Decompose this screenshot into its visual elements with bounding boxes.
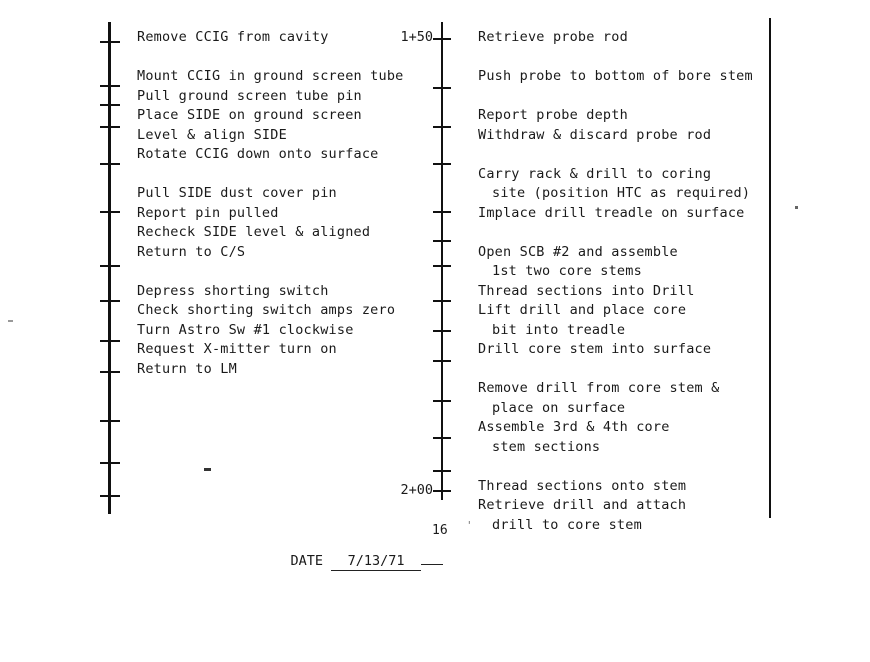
timeline-tick bbox=[433, 470, 451, 472]
right-task-spacer bbox=[478, 223, 778, 243]
right-task-spacer bbox=[478, 48, 778, 68]
left-task-item: Place SIDE on ground screen bbox=[137, 107, 362, 123]
page-number-smudge: ' bbox=[466, 519, 473, 532]
timeline-tick bbox=[433, 437, 451, 439]
right-task-item: site (position HTC as required) bbox=[492, 185, 751, 201]
right-task-item: place on surface bbox=[492, 399, 626, 416]
timeline-tick bbox=[100, 211, 120, 213]
date-value: 7/13/71 bbox=[331, 552, 421, 571]
timeline-tick bbox=[100, 371, 120, 373]
left-task-item: Rotate CCIG down onto surface bbox=[137, 146, 379, 162]
left-task-spacer bbox=[137, 48, 437, 68]
timeline-tick bbox=[433, 400, 451, 402]
timeline-tick bbox=[100, 85, 120, 87]
left-task-item: Return to LM bbox=[137, 360, 237, 377]
left-task-item: Check shorting switch amps zero bbox=[137, 302, 396, 318]
left-task-item: Remove CCIG from cavity bbox=[137, 29, 329, 45]
right-task-item: Withdraw & discard probe rod bbox=[478, 126, 712, 143]
right-task-item: Thread sections into Drill bbox=[478, 282, 695, 299]
time-label: 2+00 bbox=[400, 482, 433, 498]
left-task-spacer bbox=[137, 165, 437, 185]
left-task-item: Pull ground screen tube pin bbox=[137, 87, 362, 104]
right-task-spacer bbox=[478, 360, 778, 380]
right-task-item: bit into treadle bbox=[492, 321, 626, 338]
scan-speck bbox=[204, 468, 211, 471]
left-task-item: Request X-mitter turn on bbox=[137, 341, 337, 357]
left-task-item: Depress shorting switch bbox=[137, 282, 329, 299]
right-task-spacer bbox=[478, 145, 778, 165]
right-task-item: 1st two core stems bbox=[492, 263, 642, 279]
left-task-item: Level & align SIDE bbox=[137, 126, 287, 143]
timeline-tick bbox=[100, 300, 120, 302]
left-task-item: Report pin pulled bbox=[137, 204, 279, 221]
left-task-item: Recheck SIDE level & aligned bbox=[137, 224, 371, 240]
right-task-spacer bbox=[478, 457, 778, 477]
right-task-item: Retrieve probe rod bbox=[478, 29, 628, 45]
timeline-tick bbox=[100, 41, 120, 43]
right-task-item: Assemble 3rd & 4th core bbox=[478, 419, 670, 435]
left-task-item: Pull SIDE dust cover pin bbox=[137, 185, 337, 201]
timeline-tick bbox=[100, 340, 120, 342]
timeline-tick bbox=[100, 265, 120, 267]
left-task-item: Mount CCIG in ground screen tube bbox=[137, 68, 404, 84]
right-task-item: Report probe depth bbox=[478, 107, 628, 123]
middle-timeline-spine bbox=[441, 22, 443, 500]
left-timeline-spine bbox=[108, 22, 111, 514]
timeline-tick bbox=[100, 104, 120, 106]
right-task-item: drill to core stem bbox=[492, 516, 642, 533]
right-task-column bbox=[478, 28, 778, 535]
right-task-item: Drill core stem into surface bbox=[478, 341, 712, 357]
right-task-item: stem sections bbox=[492, 438, 601, 455]
timeline-tick bbox=[100, 126, 120, 128]
right-task-item: Carry rack & drill to coring bbox=[478, 165, 712, 182]
left-task-item: Turn Astro Sw #1 clockwise bbox=[137, 321, 354, 338]
right-task-item: Push probe to bottom of bore stem bbox=[478, 68, 753, 84]
left-task-item: Return to C/S bbox=[137, 243, 246, 260]
right-task-item: Remove drill from core stem & bbox=[478, 380, 720, 396]
scan-speck bbox=[795, 206, 798, 209]
right-task-item: Lift drill and place core bbox=[478, 302, 687, 318]
right-task-spacer bbox=[478, 87, 778, 107]
timeline-tick bbox=[100, 462, 120, 464]
scan-speck bbox=[8, 320, 13, 322]
date-underline-tail bbox=[421, 564, 443, 565]
left-task-spacer bbox=[137, 262, 437, 282]
timeline-tick bbox=[100, 163, 120, 165]
date-label: DATE bbox=[290, 553, 324, 569]
timeline-tick bbox=[100, 495, 120, 497]
right-task-item: Open SCB #2 and assemble bbox=[478, 243, 678, 260]
timeline-tick bbox=[100, 420, 120, 422]
right-task-item: Thread sections onto stem bbox=[478, 477, 687, 494]
date-row bbox=[258, 534, 443, 589]
right-task-item: Retrieve drill and attach bbox=[478, 497, 687, 513]
right-task-item: Implace drill treadle on surface bbox=[478, 204, 745, 221]
left-task-column bbox=[137, 28, 437, 379]
page-number: 16 bbox=[432, 523, 448, 538]
time-label: 1+50 bbox=[400, 29, 433, 45]
